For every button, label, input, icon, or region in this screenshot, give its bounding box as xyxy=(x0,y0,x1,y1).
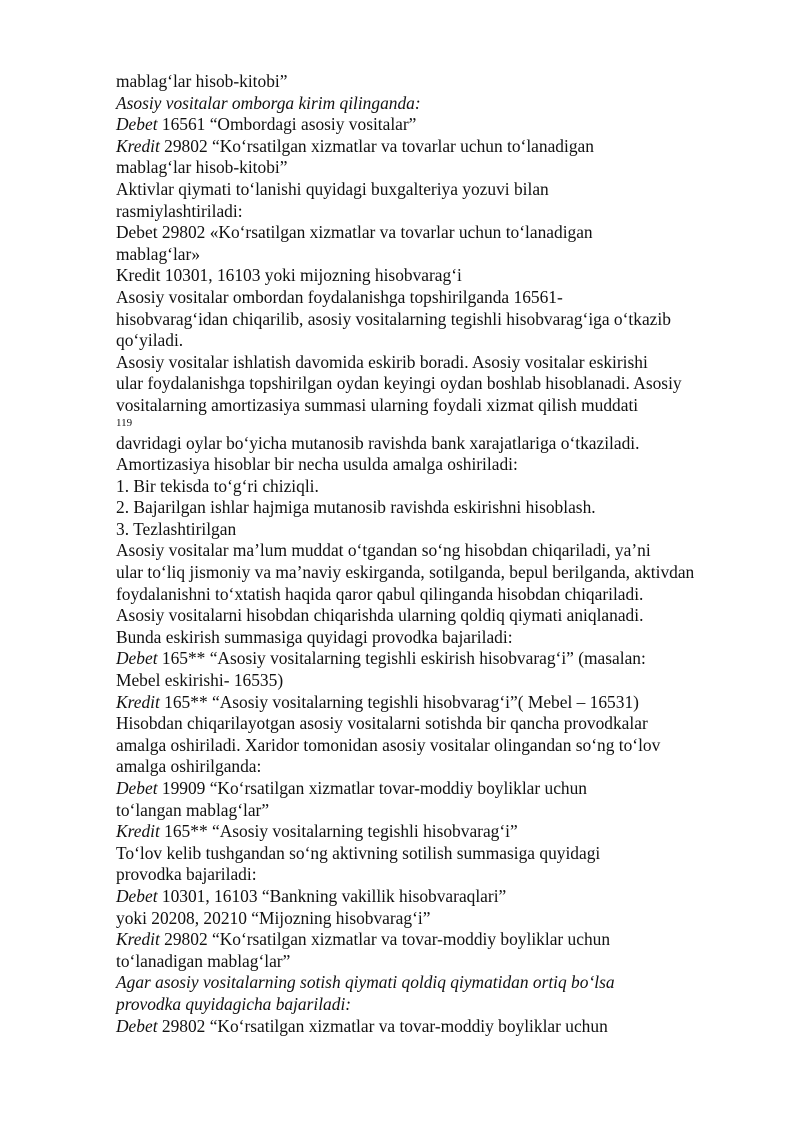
line-text: 10301, 16103 “Bankning vakillik hisobvaraqlari” xyxy=(157,885,507,906)
text-line xyxy=(116,929,756,951)
text-line xyxy=(116,330,756,352)
text-line xyxy=(116,497,756,519)
line-lead: Kredit xyxy=(116,691,160,712)
text-line xyxy=(116,648,756,670)
text-line xyxy=(116,1016,756,1038)
text-line xyxy=(116,519,756,541)
line-text: 19909 “Ko‘rsatilgan xizmatlar tovar-moddiy boyliklar uchun xyxy=(157,778,588,798)
line-text: provodka bajariladi: xyxy=(116,864,257,885)
text-line xyxy=(116,670,756,692)
line-lead: provodka quyidagicha bajariladi: xyxy=(116,993,352,1014)
text-line xyxy=(116,395,756,417)
line-text: vositalarning amortizasiya summasi ularning foydali xizmat qilish muddati xyxy=(116,394,639,415)
text-line xyxy=(116,627,756,649)
text-line xyxy=(116,540,756,562)
text-line xyxy=(116,584,756,606)
text-line xyxy=(116,373,756,395)
text-line xyxy=(116,843,756,865)
text-line xyxy=(116,864,756,886)
line-text: Bunda eskirish summasiga quyidagi provodka bajariladi: xyxy=(116,626,513,647)
line-text: Aktivlar qiymati to‘lanishi quyidagi buxgalteriya yozuvi bilan xyxy=(116,178,549,199)
line-lead: Agar asosiy vositalarning sotish qiymati qoldiq qiymatidan ortiq bo‘lsa xyxy=(116,972,615,993)
line-text: 1. Bir tekisda to‘g‘ri chiziqli. xyxy=(116,475,319,496)
line-text: 2. Bajarilgan ishlar hajmiga mutanosib ravishda eskirishni hisoblash. xyxy=(116,497,596,518)
line-text: Asosiy vositalar ma’lum muddat o‘tgandan so‘ng hisobdan chiqariladi, ya’ni xyxy=(116,540,651,561)
text-line xyxy=(116,951,756,973)
line-text: mablag‘lar hisob-kitobi” xyxy=(116,71,288,91)
line-text: mablag‘lar hisob-kitobi” xyxy=(116,157,288,178)
line-text: Debet 29802 «Ko‘rsatilgan xizmatlar va tovarlar uchun to‘lanadigan xyxy=(116,222,593,243)
text-line xyxy=(116,352,756,374)
line-lead: Debet xyxy=(116,1015,158,1036)
line-text: Kredit 10301, 16103 yoki mijozning hisobvarag‘i xyxy=(116,265,462,286)
text-line xyxy=(116,756,756,778)
text-line xyxy=(116,244,756,266)
line-text: rasmiylashtiriladi: xyxy=(116,200,243,221)
line-text: amalga oshiriladi. Xaridor tomonidan asosiy vositalar olingandan so‘ng to‘lov xyxy=(116,734,661,755)
line-text: 16561 “Ombordagi asosiy vositalar” xyxy=(157,114,417,135)
line-text: hisobvarag‘idan chiqarilib, asosiy vositalarning tegishli hisobvarag‘iga o‘tkazib xyxy=(116,308,671,329)
line-text: 165** “Asosiy vositalarning tegishli hisobvarag‘i” xyxy=(159,821,518,842)
text-line xyxy=(116,433,756,455)
line-text: 3. Tezlashtirilgan xyxy=(116,518,237,539)
line-text: mablag‘lar» xyxy=(116,243,201,264)
line-text: to‘lanadigan mablag‘lar” xyxy=(116,950,291,971)
text-line xyxy=(116,972,756,994)
line-text: 29802 “Ko‘rsatilgan xizmatlar va tovar-moddiy boyliklar uchun xyxy=(157,1015,608,1036)
line-lead: Kredit xyxy=(116,821,160,842)
line-lead: Debet xyxy=(116,114,158,135)
text-line xyxy=(116,821,756,843)
line-text: 29802 “Ko‘rsatilgan xizmatlar va tovarlar uchun to‘lanadigan xyxy=(159,135,594,156)
line-text: Asosiy vositalarni hisobdan chiqarishda ularning qoldiq qiymati aniqlanadi. xyxy=(116,605,644,626)
text-line xyxy=(116,157,756,179)
text-line xyxy=(116,287,756,309)
text-line xyxy=(116,71,756,93)
text-line xyxy=(116,265,756,287)
line-text: yoki 20208, 20210 “Mijozning hisobvarag‘i” xyxy=(116,907,431,928)
line-text: 165** “Asosiy vositalarning tegishli eskirish hisobvarag‘i” (masalan: xyxy=(157,648,646,669)
line-text: amalga oshirilganda: xyxy=(116,756,262,777)
line-text: Asosiy vositalar ombordan foydalanishga topshirilganda 16561- xyxy=(116,286,563,307)
line-text: 165** “Asosiy vositalarning tegishli hisobvarag‘i”( Mebel – 16531) xyxy=(159,691,639,712)
line-text: ular foydalanishga topshirilgan oydan keyingi oydan boshlab hisoblanadi. Asosiy xyxy=(116,373,682,394)
text-line xyxy=(116,692,756,714)
line-text: Mebel eskirishi- 16535) xyxy=(116,670,284,691)
line-text: qo‘yiladi. xyxy=(116,330,184,351)
text-line xyxy=(116,222,756,244)
text-line xyxy=(116,136,756,158)
text-line xyxy=(116,454,756,476)
text-line xyxy=(116,886,756,908)
line-lead: Debet xyxy=(116,648,158,669)
text-line xyxy=(116,735,756,757)
text-line xyxy=(116,562,756,584)
line-text: to‘langan mablag‘lar” xyxy=(116,799,270,820)
page-number: 119 xyxy=(116,416,133,429)
text-line xyxy=(116,179,756,201)
text-line xyxy=(116,908,756,930)
text-line xyxy=(116,476,756,498)
text-line xyxy=(116,201,756,223)
line-text: davridagi oylar bo‘yicha mutanosib ravishda bank xarajatlariga o‘tkaziladi. xyxy=(116,432,640,453)
line-lead: Kredit xyxy=(116,929,160,950)
text-line xyxy=(116,605,756,627)
text-line xyxy=(116,778,756,800)
line-lead: Kredit xyxy=(116,135,160,156)
line-text: Hisobdan chiqarilayotgan asosiy vositalarni sotishda bir qancha provodkalar xyxy=(116,713,648,734)
text-line xyxy=(116,994,756,1016)
line-text: 29802 “Ko‘rsatilgan xizmatlar va tovar-moddiy boyliklar uchun xyxy=(159,929,611,950)
line-text: foydalanishni to‘xtatish haqida qaror qabul qilinganda hisobdan chiqariladi. xyxy=(116,583,644,604)
line-text: ular to‘liq jismoniy va ma’naviy eskirganda, sotilganda, bepul berilganda, aktivdan xyxy=(116,562,695,583)
line-lead: Asosiy vositalar omborga kirim qilinganda: xyxy=(116,92,421,113)
text-line xyxy=(116,713,756,735)
line-text: Amortizasiya hisoblar bir necha usulda amalga oshiriladi: xyxy=(116,454,518,475)
line-text: To‘lov kelib tushgandan so‘ng aktivning sotilish summasiga quyidagi xyxy=(116,842,601,863)
line-lead: Debet xyxy=(116,778,158,798)
text-line xyxy=(116,800,756,822)
line-lead: Debet xyxy=(116,885,158,906)
line-text: Asosiy vositalar ishlatish davomida eskirib boradi. Asosiy vositalar eskirishi xyxy=(116,351,648,372)
text-line xyxy=(116,93,756,115)
text-line xyxy=(116,114,756,136)
text-line xyxy=(116,309,756,331)
document-body xyxy=(116,71,756,1037)
